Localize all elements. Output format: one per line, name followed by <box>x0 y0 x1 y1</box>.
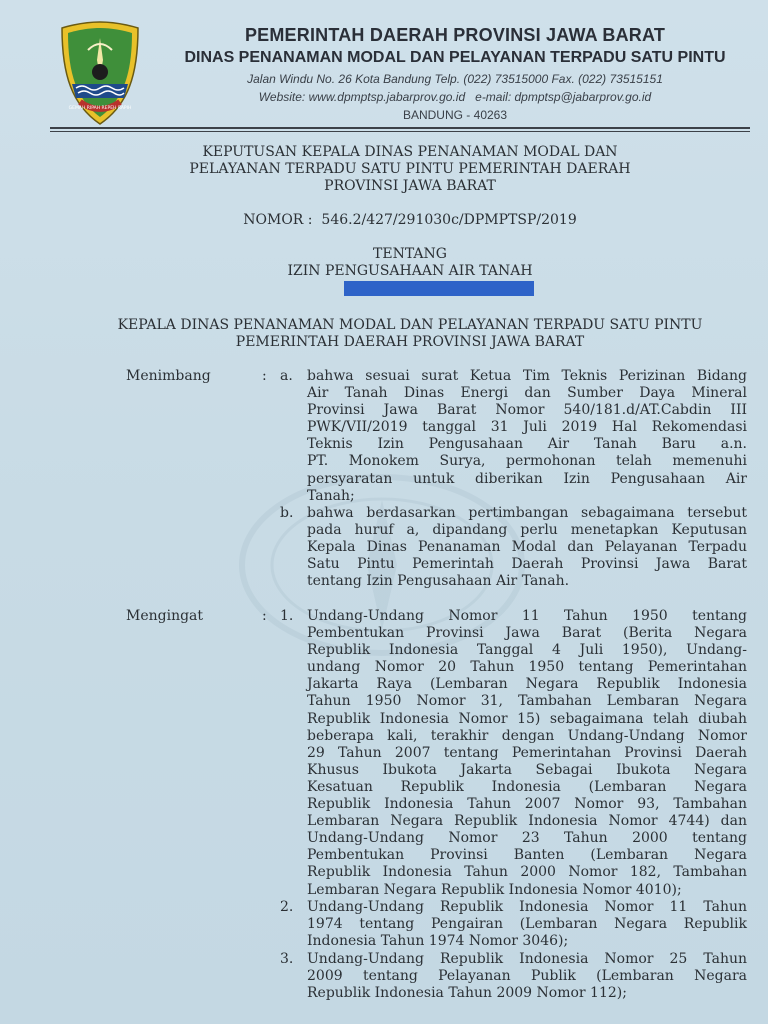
decision-number-label: NOMOR : <box>243 212 313 228</box>
mengingat-item-1 <box>307 608 747 899</box>
text-line: Undang-Undang Republik Indonesia Nomor 25 Tahun <box>307 951 747 967</box>
decision-title-line: PROVINSI JAWA BARAT <box>324 178 496 194</box>
text-line: Undang-Undang Republik Indonesia Nomor 11 Tahun <box>307 899 747 915</box>
text-line: undang Nomor 20 Tahun 1950 tentang Pemerintahan <box>307 659 747 676</box>
menimbang-item-b <box>307 505 747 590</box>
text-line: beberapa kali, terakhir dengan Undang-Undang Nomor <box>307 727 747 744</box>
tentang-heading: TENTANG <box>373 246 447 262</box>
letterhead-rule-thick <box>50 127 750 129</box>
menimbang-label: Menimbang <box>126 368 211 384</box>
text-line: Kepala Dinas Penanaman Modal dan Pelayanan Terpadu <box>307 539 747 556</box>
text-line: PT. Monokem Surya, permohonan telah memenuhi <box>307 453 747 470</box>
text-line: 1974 tentang Pengairan (Lembaran Negara Republik <box>307 916 747 933</box>
text-line: bahwa sesuai surat Ketua Tim Teknis Perizinan Bidang <box>307 368 747 384</box>
text-line: Republik Indonesia Tanggal 4 Juli 1950), Undang- <box>307 642 747 659</box>
text-line: Lembaran Negara Republik Indonesia Nomor 4744) dan <box>307 813 747 830</box>
menimbang-item-a <box>307 368 747 505</box>
text-line: Pembentukan Provinsi Jawa Barat (Berita Negara <box>307 625 747 642</box>
menimbang-colon: : <box>262 368 267 384</box>
decision-title-line: KEPUTUSAN KEPALA DINAS PENANAMAN MODAL DAN <box>202 144 618 160</box>
website-link: www.dpmptsp.jabarprov.go.id <box>308 90 466 104</box>
email-link: dpmptsp@jabarprov.go.id <box>514 90 652 104</box>
text-line: Khusus Ibukota Jakarta Sebagai Ibukota Negara <box>307 761 747 778</box>
text-line: Indonesia Tahun 1974 Nomor 3046); <box>307 933 569 950</box>
agency-address: Jalan Windu No. 26 Kota Bandung Telp. (022) 73515000 Fax. (022) 73515151 <box>247 72 663 86</box>
text-line: Tanah; <box>307 487 355 504</box>
government-name: PEMERINTAH DAERAH PROVINSI JAWA BARAT <box>244 25 666 45</box>
text-line: tentang Izin Pengusahaan Air Tanah. <box>307 573 570 590</box>
list-marker: 3. <box>280 951 294 967</box>
mengingat-colon: : <box>262 608 267 624</box>
agency-name: DINAS PENANAMAN MODAL DAN PELAYANAN TERPADU SATU PINTU <box>184 49 726 66</box>
redaction-bar <box>344 281 534 296</box>
text-line: bahwa berdasarkan pertimbangan sebagaimana tersebut <box>307 505 747 521</box>
decision-number <box>80 212 740 229</box>
text-line: pada huruf a, dipandang perlu menetapkan Keputusan <box>307 522 747 539</box>
issuer-heading <box>80 317 740 351</box>
text-line: PWK/VII/2019 tanggal 31 Juli 2019 Hal Rekomendasi <box>307 419 747 436</box>
text-line: Provinsi Jawa Barat Nomor 540/181.d/AT.Cabdin III <box>307 402 747 419</box>
text-line: Pembentukan Provinsi Banten (Lembaran Negara <box>307 847 747 864</box>
emblem-motto: GEMAH RIPAH REPEH RAPIH <box>68 106 132 111</box>
text-line: persyaratan untuk diberikan Izin Pengusahaan Air <box>307 470 747 487</box>
text-line: 2009 tentang Pelayanan Publik (Lembaran Negara <box>307 968 747 985</box>
text-line: Republik Indonesia Tahun 2009 Nomor 112); <box>307 985 627 1002</box>
text-line: Lembaran Negara Republik Indonesia Nomor 4010); <box>307 881 682 898</box>
email-label: e-mail: <box>475 90 512 104</box>
decision-title <box>80 144 740 195</box>
west-java-emblem-icon <box>58 20 142 126</box>
letterhead-rule-thin <box>50 131 750 132</box>
text-line: Air Tanah Dinas Energi dan Sumber Daya Mineral <box>307 385 747 402</box>
list-marker: 1. <box>280 608 294 624</box>
decision-subject: IZIN PENGUSAHAAN AIR TANAH <box>287 263 533 279</box>
text-line: 29 Tahun 2007 tentang Pemerintahan Provinsi Daerah <box>307 744 747 761</box>
text-line: Jakarta Raya (Lembaran Negara Republik Indonesia <box>307 676 747 693</box>
text-line: Republik Indonesia Nomor 15) sebagaimana telah diubah <box>307 710 747 727</box>
text-line: Republik Indonesia Tahun 2000 Nomor 182, Tambahan <box>307 864 747 881</box>
text-line: Teknis Izin Pengusahaan Air Tanah Baru a.n. <box>307 436 747 453</box>
website-label: Website: <box>258 90 306 104</box>
mengingat-item-3 <box>307 951 747 1002</box>
issuer-heading-line: PEMERINTAH DAERAH PROVINSI JAWA BARAT <box>235 334 585 350</box>
issuer-heading-line: KEPALA DINAS PENANAMAN MODAL DAN PELAYANAN TERPADU SATU PINTU <box>117 317 703 333</box>
agency-contact <box>160 90 750 104</box>
list-marker: a. <box>280 368 293 384</box>
text-line: Undang-Undang Nomor 11 Tahun 1950 tentang <box>307 608 747 624</box>
decision-number-value: 546.2/427/291030c/DPMPTSP/2019 <box>321 212 577 228</box>
mengingat-item-2 <box>307 899 747 950</box>
text-line: Republik Indonesia Tahun 2007 Nomor 93, Tambahan <box>307 796 747 813</box>
text-line: Kesatuan Republik Indonesia (Lembaran Negara <box>307 778 747 795</box>
decision-title-line: PELAYANAN TERPADU SATU PINTU PEMERINTAH DAERAH <box>189 161 631 177</box>
text-line: Tahun 1950 Nomor 31, Tambahan Lembaran Negara <box>307 693 747 710</box>
mengingat-label: Mengingat <box>126 608 204 624</box>
agency-city: BANDUNG - 40263 <box>402 108 508 122</box>
text-line: Satu Pintu Pemerintah Daerah Provinsi Jawa Barat <box>307 556 747 573</box>
list-marker: b. <box>280 505 294 521</box>
list-marker: 2. <box>280 899 294 915</box>
text-line: Undang-Undang Nomor 23 Tahun 2000 tentang <box>307 830 747 847</box>
